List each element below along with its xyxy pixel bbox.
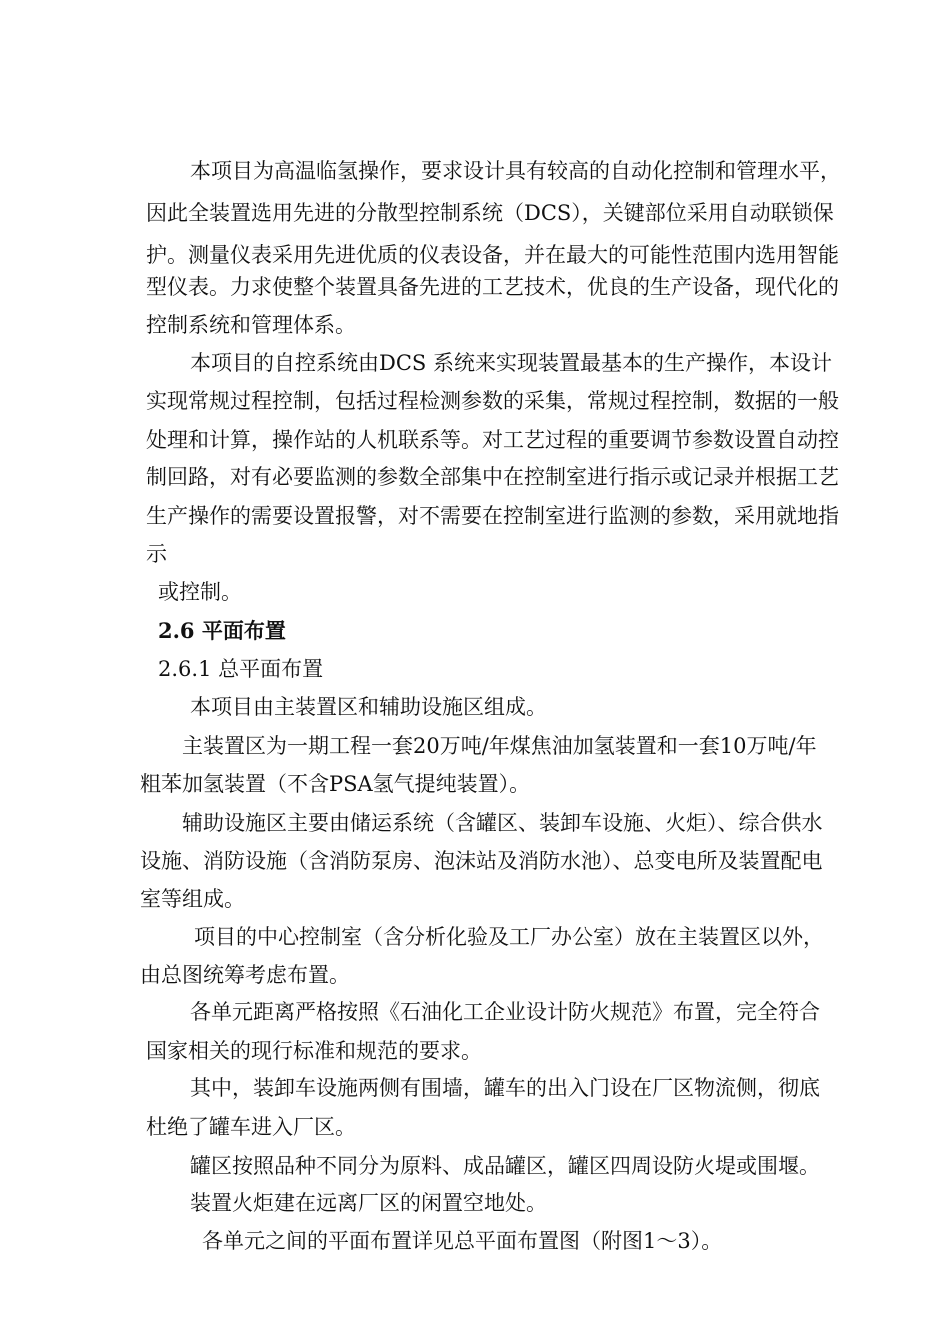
paragraph-line: 型仪表。力求使整个装置具备先进的工艺技术，优良的生产设备，现代化的: [146, 275, 839, 299]
paragraph-line: 设施、消防设施（含消防泵房、泡沫站及消防水池）、总变电所及装置配电: [140, 849, 823, 873]
paragraph-line: 国家相关的现行标准和规范的要求。: [146, 1039, 482, 1063]
paragraph-line: 生产操作的需要设置报警，对不需要在控制室进行监测的参数，采用就地指: [146, 504, 839, 528]
paragraph-line: 主装置区为一期工程一套20万吨/年煤焦油加氢装置和一套10万吨/年: [182, 734, 817, 758]
paragraph-line: 护。测量仪表采用先进优质的仪表设备，并在最大的可能性范围内选用智能: [146, 243, 839, 267]
paragraph-line: 本项目的自控系统由DCS 系统来实现装置最基本的生产操作，本设计: [190, 351, 832, 375]
paragraph-line: 本项目为高温临氢操作，要求设计具有较高的自动化控制和管理水平，: [190, 159, 841, 183]
section-heading: 2.6 平面布置: [158, 618, 286, 643]
paragraph-line: 或控制。: [158, 580, 242, 604]
paragraph-line: 处理和计算，操作站的人机联系等。对工艺过程的重要调节参数设置自动控: [146, 428, 839, 452]
paragraph-line: 杜绝了罐车进入厂区。: [146, 1115, 356, 1139]
paragraph-line: 制回路，对有必要监测的参数全部集中在控制室进行指示或记录并根据工艺: [146, 465, 839, 489]
paragraph-line: 项目的中心控制室（含分析化验及工厂办公室）放在主装置区以外，: [194, 925, 824, 949]
paragraph-line: 室等组成。: [140, 887, 245, 911]
paragraph-line: 其中，装卸车设施两侧有围墙，罐车的出入门设在厂区物流侧，彻底: [190, 1076, 820, 1100]
paragraph-line: 控制系统和管理体系。: [146, 313, 356, 337]
paragraph-line: 辅助设施区主要由储运系统（含罐区、装卸车设施、火炬）、综合供水: [182, 811, 823, 835]
subsection-heading: 2.6.1 总平面布置: [158, 657, 324, 681]
paragraph-line: 各单元之间的平面布置详见总平面布置图（附图1～3）。: [202, 1229, 723, 1253]
paragraph-line: 由总图统筹考虑布置。: [140, 963, 350, 987]
paragraph-line: 实现常规过程控制，包括过程检测参数的采集，常规过程控制，数据的一般: [146, 389, 839, 413]
paragraph-line: 粗苯加氢装置（不含PSA氢气提纯装置）。: [140, 772, 531, 796]
paragraph-line: 因此全装置选用先进的分散型控制系统（DCS），关键部位采用自动联锁保: [146, 201, 834, 225]
paragraph-line: 罐区按照品种不同分为原料、成品罐区，罐区四周设防火堤或围堰。: [190, 1154, 820, 1178]
paragraph-line: 装置火炬建在远离厂区的闲置空地处。: [190, 1191, 547, 1215]
paragraph-line: 本项目由主装置区和辅助设施区组成。: [190, 695, 547, 719]
paragraph-line: 示: [146, 542, 167, 566]
paragraph-line: 各单元距离严格按照《石油化工企业设计防火规范》布置，完全符合: [190, 1000, 820, 1024]
